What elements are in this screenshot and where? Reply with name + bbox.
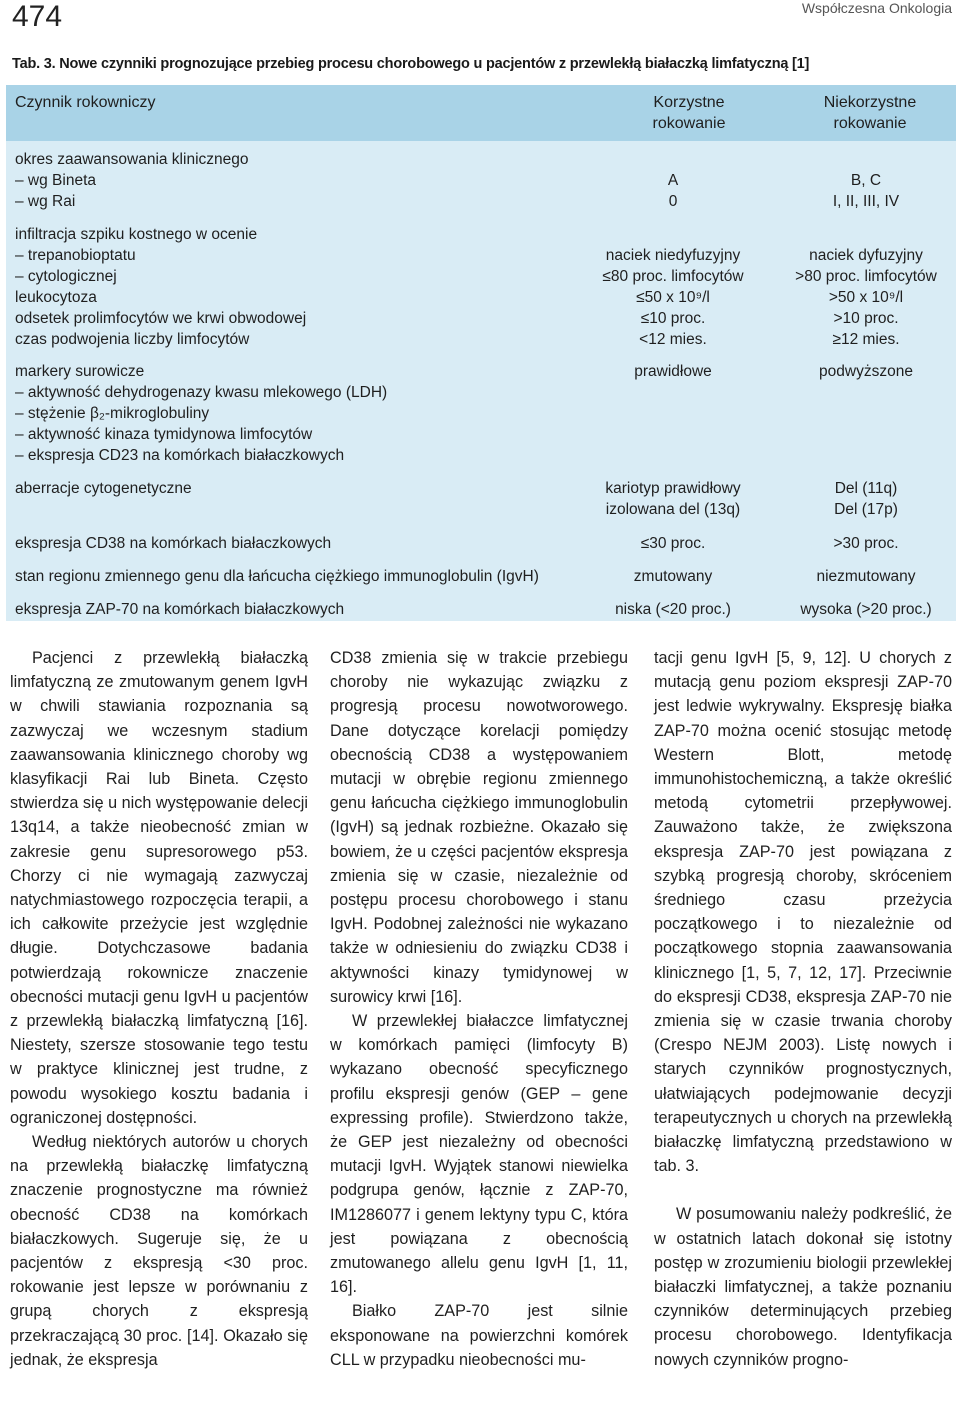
paragraph: Według niektórych autorów u chorych na przewlekłą białaczkę limfatyczną znaczenie prognostyczne ma również obecność CD38 na komórkach białaczkowych. Sugeruje się, że u pacjentów z ekspresją <30 proc. rokowanie jest lepsze w porównaniu z grupą chorych z ekspresją przekraczającą 30 proc. [14]. Okazało się jednak, że ekspresja <box>10 1133 308 1369</box>
table-cell-factor: markery surowicze <box>15 363 145 380</box>
table-cell-favorable: ≤10 proc. <box>640 310 706 327</box>
body-column-3 <box>654 646 952 1372</box>
table-cell-favorable: ≤30 proc. <box>640 535 706 552</box>
table-cell-unfavorable: niezmutowany <box>816 568 916 585</box>
table-cell-factor: – aktywność kinaza tymidynowa limfocytów <box>15 426 313 443</box>
table-cell-factor: aberracje cytogenetyczne <box>15 480 192 497</box>
header-unfavorable: Niekorzystne <box>823 94 917 111</box>
table-cell-unfavorable: Del (11q) <box>834 480 898 497</box>
table-cell-unfavorable: >10 proc. <box>833 310 899 327</box>
table-cell-unfavorable: naciek dyfuzyjny <box>809 247 923 264</box>
table-cell-favorable: A <box>667 172 679 189</box>
table-cell-factor: ekspresja CD38 na komórkach białaczkowych <box>15 535 332 552</box>
table-cell-unfavorable: I, II, III, IV <box>832 193 900 210</box>
paragraph: Pacjenci z przewlekłą białaczką limfatyczną ze zmutowanym genem IgvH w chwili stawiania rozpoznania są zazwyczaj we wczesnym stadium zaawansowania klinicznego choroby wg klasyfikacji Rai lub Bineta. Często stwierdza się u nich występowanie delecji 13q14, a także nieobecność zmian w zakresie genu supresorowego p53. Chorzy ci nie wymagają zazwyczaj natychmiastowego rozpoczęcia terapii, a ich całkowite przeżycie jest względnie długie. Dotychczasowe badania potwierdzają rokownicze znaczenie obecności mutacji genu IgvH u pacjentów z przewlekłą białaczką limfatyczną [16]. Niestety, szersze stosowanie tego testu w praktyce klinicznej jest trudne, z powodu wysokiego kosztu badania i ograniczonej dostępności. <box>10 649 308 1127</box>
table-cell-favorable: niska (<20 proc.) <box>615 601 731 618</box>
table-cell-unfavorable: >30 proc. <box>833 535 899 552</box>
body-column-2 <box>330 646 628 1372</box>
table-cell-favorable: <12 mies. <box>639 331 707 348</box>
table-cell-factor: – ekspresja CD23 na komórkach białaczkowych <box>15 447 345 464</box>
table-cell-factor: infiltracja szpiku kostnego w ocenie <box>15 226 258 243</box>
paragraph: tacji genu IgvH [5, 9, 12]. U chorych z mutacją genu poziom ekspresji ZAP-70 jest ledwie wykrywalny. Ekspresję białka ZAP-70 można ocenić stosując metodę Western Blott, metodę immunohistochemiczną, a także określić metodą cytometrii przepływowej. Zauważono także, że zwiększona ekspresja ZAP-70 jest powiązana z szybką progresją choroby, skróceniem średniego czasu przeżycia początkowego i to niezależnie od początkowego stopnia zaawansowania klinicznego [1, 5, 7, 12, 17]. Przeciwnie do ekspresji CD38, ekspresja ZAP-70 nie zmienia się w czasie trwania choroby (Crespo NEJM 2003). Listę nowych i starych czynników prognostycznych, ułatwiających podejmowanie decyzji terapeutycznych u chorych na przewlekłą białaczkę limfatyczną przedstawiono w tab. 3. <box>654 649 952 1176</box>
table-cell-unfavorable: podwyższone <box>819 363 913 380</box>
paragraph: W przewlekłej białaczce limfatycznej w komórkach pamięci (limfocyty B) wykazano obecność specyficznego profilu ekspresji genów (GEP – gene expressing profile). Stwierdzono także, że GEP jest niezależny od obecności mutacji IgvH. Wyjątek stanowi niewielka podgrupa genów, łącznie z ZAP-70, IM1286077 i genem lektyny typu C, która jest powiązana z obecnością zmutowanego allelu genu IgvH [1, 11, 16]. <box>330 1012 628 1297</box>
table-cell-unfavorable: Del (17p) <box>834 501 898 518</box>
page-number: 474 <box>12 0 63 33</box>
table-cell-factor: odsetek prolimfocytów we krwi obwodowej <box>15 310 307 327</box>
table-cell-unfavorable: B, C <box>850 172 882 189</box>
table-cell-factor: leukocytoza <box>15 289 97 306</box>
table-cell-factor: okres zaawansowania klinicznego <box>15 151 249 168</box>
paragraph: CD38 zmienia się w trakcie przebiegu choroby nie wykazując związku z progresją procesu nowotworowego. Dane dotyczące korelacji pomiędzy obecnością CD38 a występowaniem mutacji w obrębie regionu zmiennego genu łańcucha ciężkiego immunoglobulin (IgvH) są jednak rozbieżne. Okazało się bowiem, że u części pacjentów ekspresja zmienia się w czasie, niezależnie od postępu procesu chorobowego i stanu IgvH. Podobnej zależności nie wykazano także w odniesieniu do związku CD38 i aktywności kinazy tymidynowej w surowicy krwi [16]. <box>330 649 628 1006</box>
paragraph: W posumowaniu należy podkreślić, że w ostatnich latach dokonał się istotny postęp w zrozumieniu biologii przewlekłej białaczki limfatycznej, a także poznaniu czynników determinujących przebieg procesu chorobowego. Identyfikacja nowych czynników progno- <box>654 1205 952 1369</box>
table-cell-favorable: zmutowany <box>633 568 713 585</box>
table-cell-factor: ekspresja ZAP-70 na komórkach białaczkowych <box>15 601 345 618</box>
header-favorable: Korzystne <box>653 94 725 111</box>
table-cell-factor: – trepanobioptatu <box>15 247 136 264</box>
body-column-1 <box>10 646 308 1372</box>
table-cell-favorable: izolowana del (13q) <box>605 501 741 518</box>
table-cell-unfavorable: wysoka (>20 proc.) <box>800 601 932 618</box>
table-cell-factor: – aktywność dehydrogenazy kwasu mlekowego (LDH) <box>15 384 388 401</box>
table-header <box>6 85 956 141</box>
journal-title: Współczesna Onkologia <box>801 0 952 16</box>
header-favorable-2: rokowanie <box>652 115 726 132</box>
table-cell-favorable: kariotyp prawidłowy <box>605 480 741 497</box>
header-unfavorable-2: rokowanie <box>833 115 907 132</box>
table-cell-factor: czas podwojenia liczby limfocytów <box>15 331 250 348</box>
table-cell-factor: – wg Bineta <box>15 172 96 189</box>
table-cell-factor: – wg Rai <box>15 193 76 210</box>
table-cell-unfavorable: >80 proc. limfocytów <box>795 268 937 285</box>
header-factor: Czynnik rokowniczy <box>15 94 156 111</box>
table-cell-factor: – stężenie β₂-mikroglobuliny <box>15 405 210 422</box>
table-cell-factor: – cytologicznej <box>15 268 117 285</box>
table-cell-favorable: prawidłowe <box>634 363 712 380</box>
table-cell-unfavorable: ≥12 mies. <box>832 331 900 348</box>
prognostic-table <box>6 85 956 621</box>
table-cell-favorable: ≤50 x 10⁹/l <box>636 289 710 306</box>
table-cell-favorable: ≤80 proc. limfocytów <box>602 268 744 285</box>
table-cell-unfavorable: >50 x 10⁹/l <box>828 289 904 306</box>
table-cell-factor: stan regionu zmiennego genu dla łańcucha ciężkiego immunoglobulin (IgvH) <box>15 568 539 585</box>
paragraph: Białko ZAP-70 jest silnie eksponowane na powierzchni komórek CLL w przypadku nieobecności mu- <box>330 1302 628 1369</box>
table-cell-favorable: 0 <box>668 193 678 210</box>
table-caption: Tab. 3. Nowe czynniki prognozujące przebieg procesu chorobowego u pacjentów z przewlekłą białaczką limfatyczną [1] <box>12 56 810 72</box>
table-cell-favorable: naciek niedyfuzyjny <box>605 247 741 264</box>
